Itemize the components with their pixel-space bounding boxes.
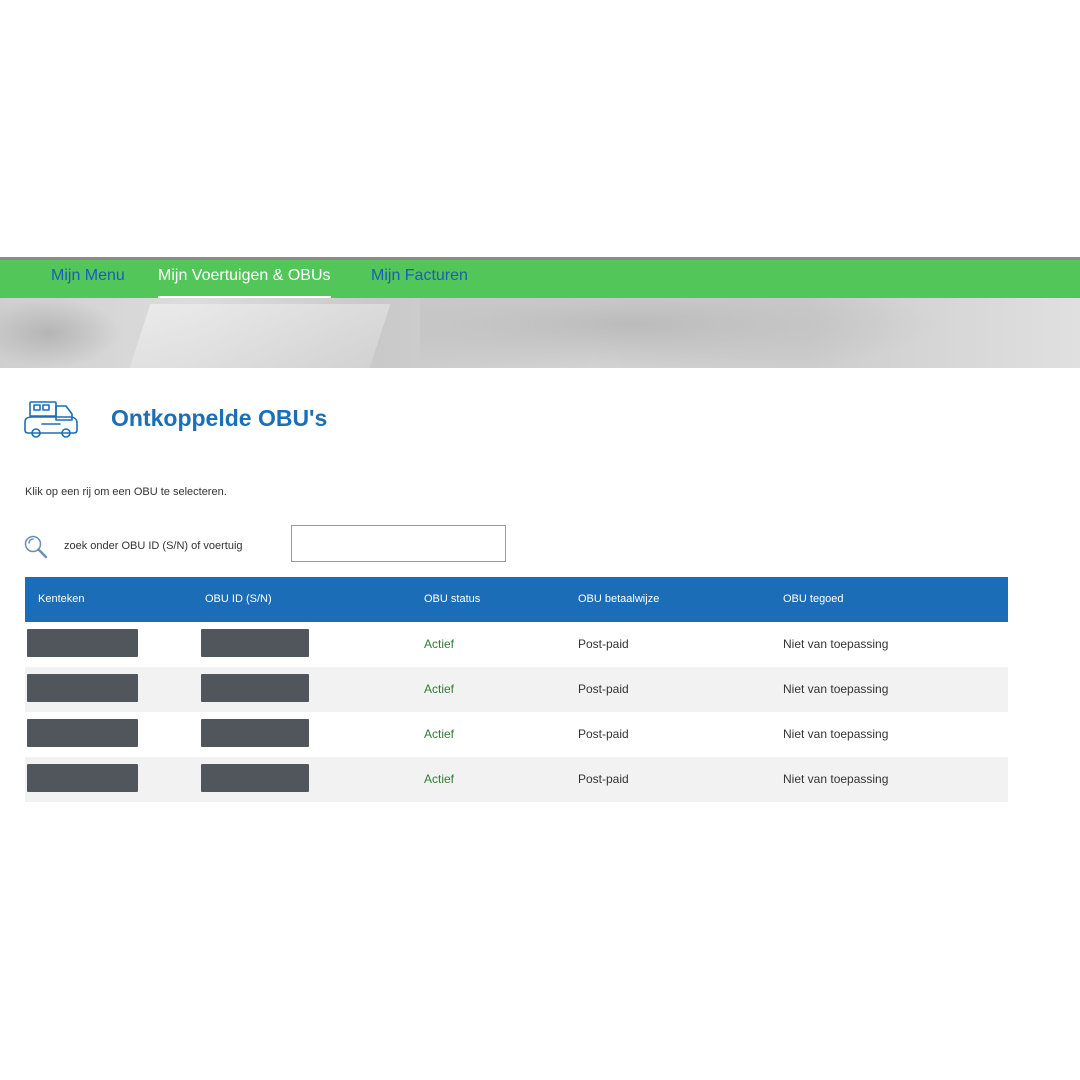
header-kenteken: Kenteken	[38, 593, 85, 605]
obu-betaalwijze: Post-paid	[578, 727, 629, 741]
search-input[interactable]	[291, 525, 506, 562]
redacted-kenteken	[27, 674, 138, 702]
truck-icon	[22, 398, 80, 440]
redacted-obu-id	[201, 629, 309, 657]
obu-betaalwijze: Post-paid	[578, 772, 629, 786]
redacted-obu-id	[201, 674, 309, 702]
search-icon	[23, 534, 49, 560]
obu-betaalwijze: Post-paid	[578, 682, 629, 696]
search-label: zoek onder OBU ID (S/N) of voertuig	[64, 540, 243, 552]
obu-tegoed: Niet van toepassing	[783, 727, 889, 741]
page-title: Ontkoppelde OBU's	[111, 405, 328, 431]
obu-tegoed: Niet van toepassing	[783, 637, 889, 651]
obu-betaalwijze: Post-paid	[578, 637, 629, 651]
obu-status: Actief	[424, 772, 455, 786]
obu-table	[25, 577, 1008, 802]
obu-status: Actief	[424, 682, 455, 696]
header-obu-status: OBU status	[424, 593, 481, 605]
header-banner-image	[0, 298, 1080, 368]
obu-tegoed: Niet van toepassing	[783, 682, 889, 696]
header-obu-id: OBU ID (S/N)	[205, 593, 272, 605]
nav-item-mijn-voertuigen[interactable]: Mijn Voertuigen & OBUs	[158, 260, 331, 298]
main-navigation	[0, 260, 1080, 298]
table-header	[25, 577, 1008, 622]
table-row[interactable]	[25, 712, 1008, 757]
redacted-obu-id	[201, 764, 309, 792]
instruction-text: Klik op een rij om een OBU te selecteren.	[25, 486, 227, 498]
nav-item-mijn-facturen[interactable]: Mijn Facturen	[371, 267, 468, 284]
obu-status: Actief	[424, 637, 455, 651]
redacted-obu-id	[201, 719, 309, 747]
table-row[interactable]	[25, 757, 1008, 802]
table-row[interactable]	[25, 667, 1008, 712]
nav-item-mijn-menu[interactable]: Mijn Menu	[51, 267, 125, 284]
obu-status: Actief	[424, 727, 455, 741]
obu-tegoed: Niet van toepassing	[783, 772, 889, 786]
header-obu-betaalwijze: OBU betaalwijze	[578, 593, 660, 605]
table-row[interactable]	[25, 622, 1008, 667]
header-obu-tegoed: OBU tegoed	[783, 593, 844, 605]
redacted-kenteken	[27, 764, 138, 792]
redacted-kenteken	[27, 719, 138, 747]
redacted-kenteken	[27, 629, 138, 657]
